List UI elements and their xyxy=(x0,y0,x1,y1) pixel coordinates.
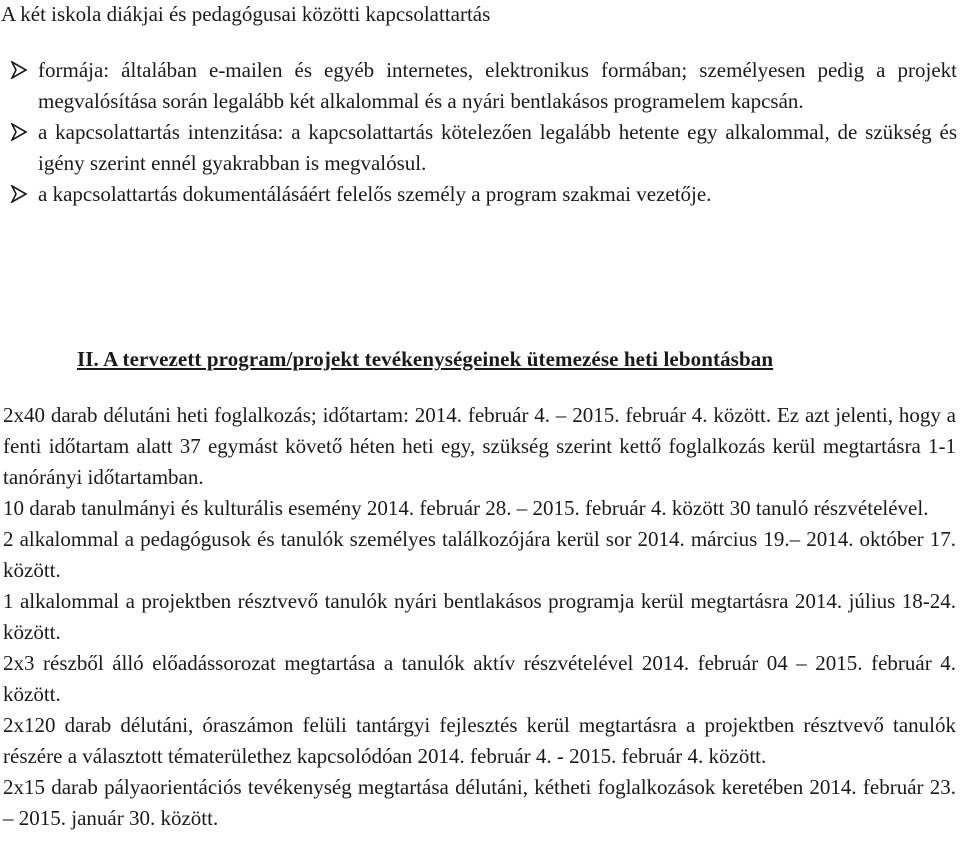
bullet-text: formája: általában e-mailen és egyéb internetes, elektronikus formában; személyesen pedig a projekt megvalósítása során legalább két alkalommal és a nyári bentlakásos programelem kapcsán. xyxy=(38,58,957,113)
schedule-item: 1 alkalommal a projektben résztvevő tanulók nyári bentlakásos programja kerül megtartásra 2014. július 18-24. között. xyxy=(3,589,956,644)
section-heading: II. A tervezett program/projekt tevékenységeinek ütemezése heti lebontásban xyxy=(77,347,774,371)
arrow-bullet-icon xyxy=(10,61,28,79)
schedule-item: 2 alkalommal a pedagógusok és tanulók személyes találkozójára kerül sor 2014. március 19.– 2014. október 17. között. xyxy=(3,527,956,582)
bullet-text: a kapcsolattartás dokumentálásáért felelős személy a program szakmai vezetője. xyxy=(38,182,712,206)
schedule-item: 2x3 részből álló előadássorozat megtartása a tanulók aktív részvételével 2014. február 04 – 2015. február 4. között. xyxy=(3,651,956,706)
arrow-bullet-icon xyxy=(10,185,28,203)
schedule-item: 10 darab tanulmányi és kulturális esemény 2014. február 28. – 2015. február 4. között 30 tanuló részvételével. xyxy=(3,496,929,520)
bullet-text: a kapcsolattartás intenzitása: a kapcsolattartás kötelezően legalább hetente egy alkalommal, de szükség és igény szerint ennél gyakrabban is megvalósul. xyxy=(38,120,957,175)
document-title: A két iskola diákjai és pedagógusai közötti kapcsolattartás xyxy=(1,2,491,26)
schedule-list xyxy=(3,400,956,834)
bullet-item xyxy=(0,179,957,210)
schedule-item: 2x120 darab délutáni, óraszámon felüli tantárgyi fejlesztés kerül megtartásra a projektben résztvevő tanulók részére a választott tématerülethez kapcsolódóan 2014. február 4. - 2015. február 4. között. xyxy=(3,713,956,768)
schedule-item: 2x15 darab pályaorientációs tevékenység megtartása délutáni, kétheti foglalkozások keretében 2014. február 23. – 2015. január 30. között. xyxy=(3,775,956,830)
bullet-item xyxy=(0,55,957,117)
bullet-item xyxy=(0,117,957,179)
arrow-bullet-icon xyxy=(10,123,28,141)
schedule-item: 2x40 darab délutáni heti foglalkozás; időtartam: 2014. február 4. – 2015. február 4. között. Ez azt jelenti, hogy a fenti időtartam alatt 37 egymást követő héten heti egy, szükség szerint kettő foglalkozás kerül megtartásra 1-1 tanórányi időtartamban. xyxy=(3,403,956,489)
bullet-list xyxy=(0,55,957,210)
